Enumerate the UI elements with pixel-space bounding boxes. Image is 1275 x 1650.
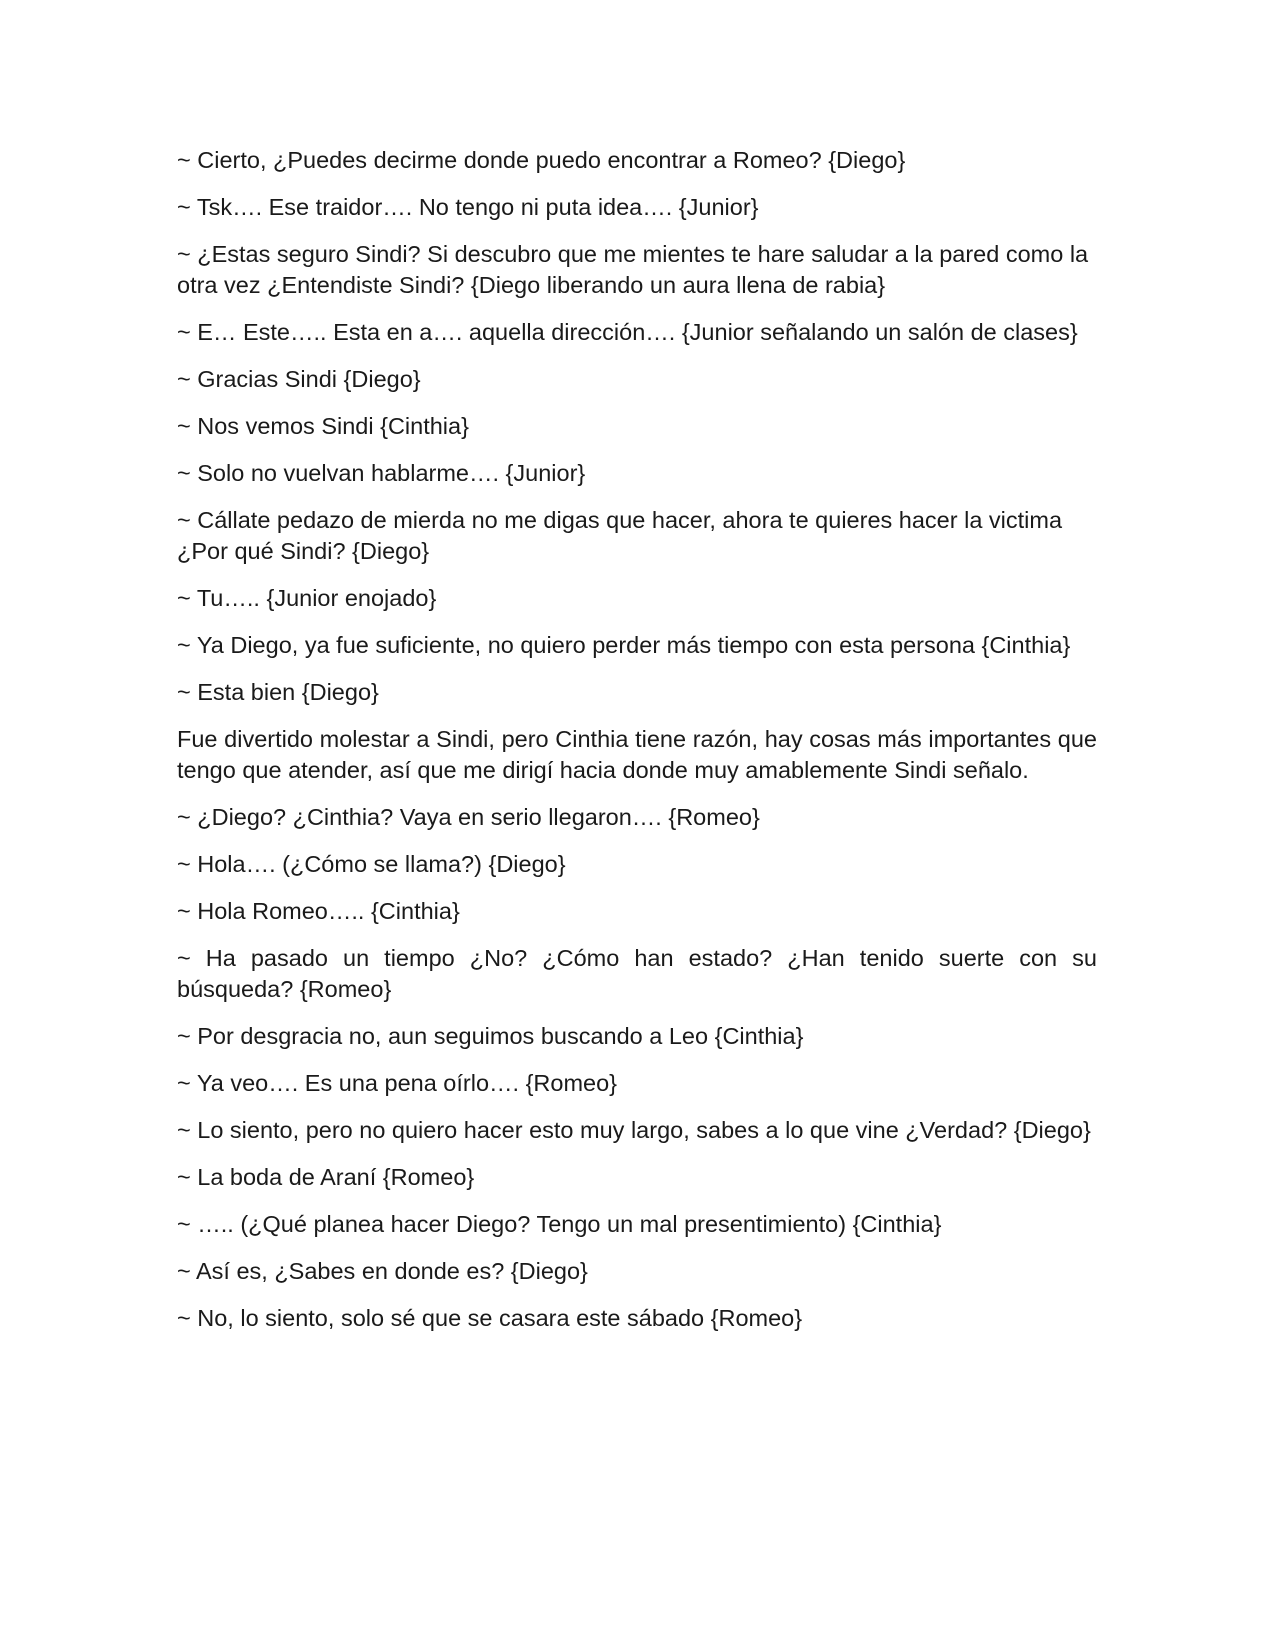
dialogue-line: ~ Así es, ¿Sabes en donde es? {Diego} — [177, 1258, 588, 1284]
dialogue-line: ~ Por desgracia no, aun seguimos buscando a Leo {Cinthia} — [177, 1023, 804, 1049]
dialogue-line: ~ Nos vemos Sindi {Cinthia} — [177, 413, 469, 439]
document-page — [177, 145, 1104, 1350]
dialogue-line: ~ E… Este….. Esta en a…. aquella dirección…. {Junior señalando un salón de clases} — [177, 319, 1078, 345]
dialogue-line: ~ Tsk…. Ese traidor…. No tengo ni puta idea…. {Junior} — [177, 194, 759, 220]
dialogue-line: ~ Solo no vuelvan hablarme…. {Junior} — [177, 460, 586, 486]
dialogue-line: ~ Tu….. {Junior enojado} — [177, 585, 437, 611]
dialogue-line: ~ Hola…. (¿Cómo se llama?) {Diego} — [177, 851, 566, 877]
narration-paragraph: Fue divertido molestar a Sindi, pero Cinthia tiene razón, hay cosas más importantes que tengo que atender, así que me dirigí hacia donde muy amablemente Sindi señalo. — [177, 726, 1104, 783]
dialogue-line: ~ ¿Diego? ¿Cinthia? Vaya en serio llegaron…. {Romeo} — [177, 804, 760, 830]
dialogue-line: ~ Gracias Sindi {Diego} — [177, 366, 421, 392]
dialogue-line: ~ Lo siento, pero no quiero hacer esto muy largo, sabes a lo que vine ¿Verdad? {Diego} — [177, 1117, 1091, 1143]
dialogue-line: ~ La boda de Araní {Romeo} — [177, 1164, 475, 1190]
dialogue-line: ~ Ha pasado un tiempo ¿No? ¿Cómo han estado? ¿Han tenido suerte con su búsqueda? {Romeo} — [177, 945, 1104, 1002]
dialogue-line: ~ Hola Romeo….. {Cinthia} — [177, 898, 460, 924]
dialogue-line: ~ Esta bien {Diego} — [177, 679, 379, 705]
dialogue-line: ~ Cierto, ¿Puedes decirme donde puedo encontrar a Romeo? {Diego} — [177, 147, 906, 173]
dialogue-line: ~ ¿Estas seguro Sindi? Si descubro que me mientes te hare saludar a la pared como la otra vez ¿Entendiste Sindi? {Diego liberando un aura llena de rabia} — [177, 241, 1095, 298]
dialogue-line: ~ No, lo siento, solo sé que se casara este sábado {Romeo} — [177, 1305, 803, 1331]
dialogue-line: ~ Ya veo…. Es una pena oírlo…. {Romeo} — [177, 1070, 618, 1096]
dialogue-line: ~ ….. (¿Qué planea hacer Diego? Tengo un mal presentimiento) {Cinthia} — [177, 1211, 942, 1237]
dialogue-line: ~ Ya Diego, ya fue suficiente, no quiero perder más tiempo con esta persona {Cinthia} — [177, 632, 1071, 658]
dialogue-line: ~ Cállate pedazo de mierda no me digas que hacer, ahora te quieres hacer la victima ¿Por qué Sindi? {Diego} — [177, 507, 1069, 564]
